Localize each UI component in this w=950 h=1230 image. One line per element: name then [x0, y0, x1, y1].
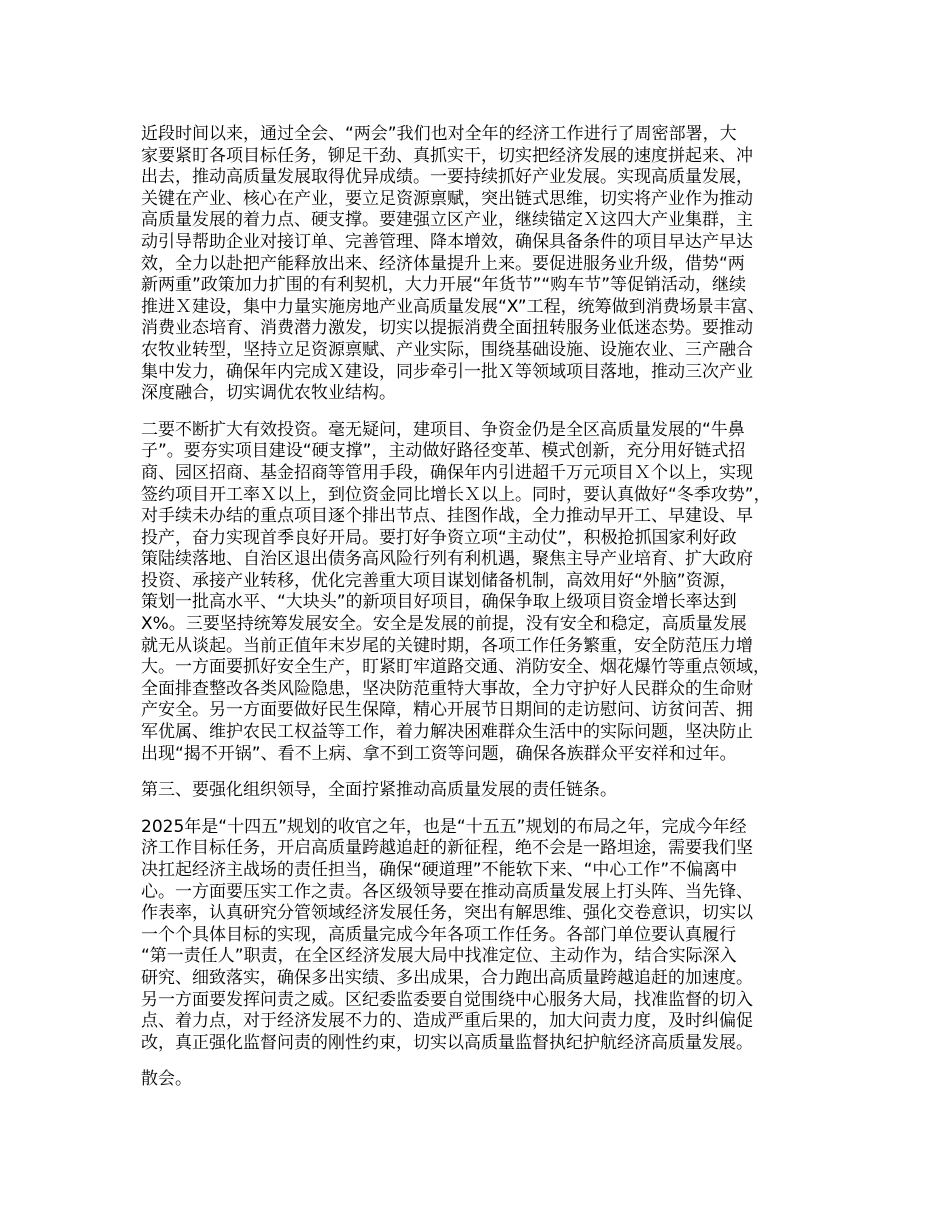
closing-remark: 散会。 — [141, 1069, 192, 1090]
paragraph-investment-and-safety: 二要不断扩大有效投资。毫无疑问，建项目、争资金仍是全区高质量发展的“牛鼻 子”。要夯实项目建设“硬支撑”，主动做好路径变革、模式创新，充分用好链式招 商、园区招商、基金招商等管用手段，确保年内引进超千万元项目Ｘ个以上，实现 签约项目开工率Ｘ以上，到位资金同比增长Ｘ以上。同时，要认真做好“冬季攻势”， 对手续未办结的重点项目逐个排出节点、挂图作战，全力推动早开工、早建设、早 投产，奋力实现首季良好开局。要打好争资立项“主动仗”，积极抢抓国家利好政 策陆续落地、自治区退出债务高风险行列有利机遇，聚焦主导产业培育、扩大政府 投资、承接产业转移，优化完善重大项目谋划储备机制，高效用好“外脑”资源， 策划一批高水平、“大块头”的新项目好项目，确保争取上级项目资金增长率达到 X%。三要坚持统筹发展安全。安全是发展的前提，没有安全和稳定，高质量发展 就无从谈起。当前正值年末岁尾的关键时期，各项工作任务繁重，安全防范压力增 大。一方面要抓好安全生产，盯紧盯牢道路交通、消防安全、烟花爆竹等重点领域， 全面排查整改各类风险隐患，坚决防范重特大事故，全力守护好人民群众的生命财 产安全。另一方面要做好民生保障，精心开展节日期间的走访慰问、访贫问苦、拥 军优属、维护农民工权益等工作，着力解决困难群众生活中的实际问题，坚决防止 出现“揭不开锅”、看不上病、拿不到工资等问题，确保各族群众平安祥和过年。 — [141, 419, 771, 764]
paragraph-responsibility-chain: 2025年是“十四五”规划的收官之年，也是“十五五”规划的布局之年，完成今年经 济工作目标任务，开启高质量跨越追赶的新征程，绝不会是一路坦途，需要我们坚 决扛起经济主战场的责任担当，确保“硬道理”不能软下来、“中心工作”不偏离中 心。一方面要压实工作之责。各区级领导要在推动高质量发展上打头阵、当先锋、 作表率，认真研究分管领域经济发展任务，突出有解思维、强化交卷意识，切实以 一个个具体目标的实现，高质量完成今年各项工作任务。各部门单位要认真履行 “第一责任人”职责，在全区经济发展大局中找准定位、主动作为，结合实际深入 研究、细致落实，确保多出实绩、多出成果，合力跑出高质量跨越追赶的加速度。 另一方面要发挥问责之威。区纪委监委要自觉围绕中心服务大局，找准监督的切入 点、着力点，对于经济发展不力的、造成严重后果的，加大问责力度，及时纠偏促 改，真正强化监督问责的刚性约束，切实以高质量监督执纪护航经济高质量发展。 — [141, 816, 753, 1053]
document-body — [141, 124, 831, 1106]
section-heading-organization-leadership: 第三、要强化组织领导，全面拧紧推动高质量发展的责任链条。 — [141, 780, 617, 801]
paragraph-industry-development: 近段时间以来，通过全会、“两会”我们也对全年的经济工作进行了周密部署，大 家要紧盯各项目标任务，铆足干劲、真抓实干，切实把经济发展的速度拼起来、冲 出去，推动高质量发展取得优异成绩。一要持续抓好产业发展。实现高质量发展， 关键在产业、核心在产业，要立足资源禀赋，突出链式思维，切实将产业作为推动 高质量发展的着力点、硬支撑。要建强立区产业，继续锚定Ｘ这四大产业集群，主 动引导帮助企业对接订单、完善管理、降本增效，确保具备条件的项目早达产早达 效，全力以赴把产能释放出来、经济体量提升上来。要促进服务业升级，借势“两 新两重”政策加力扩围的有利契机，大力开展“年货节”“购车节”等促销活动，继续 推进Ｘ建设，集中力量实施房地产业高质量发展“X”工程，统筹做到消费场景丰富、 消费业态培育、消费潜力激发，切实以提振消费全面扭转服务业低迷态势。要推动 农牧业转型，坚持立足资源禀赋、产业实际，围绕基础设施、设施农业、三产融合 集中发力，确保年内完成Ｘ建设，同步牵引一批Ｘ等领域项目落地，推动三次产业 深度融合，切实调优农牧业结构。 — [141, 124, 765, 404]
